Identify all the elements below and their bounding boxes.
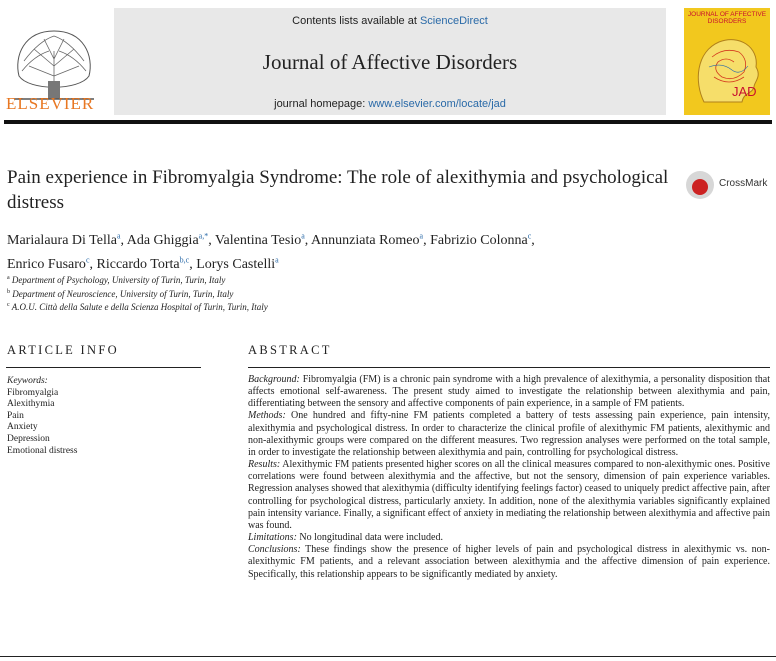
journal-title: Journal of Affective Disorders bbox=[262, 50, 518, 74]
homepage-prefix: journal homepage: bbox=[274, 98, 369, 110]
author[interactable]: Fabrizio Colonna$^c$, bbox=[430, 231, 535, 248]
author[interactable]: Lorys Castelli$^a$ bbox=[196, 255, 279, 273]
publisher-name: ELSEVIER bbox=[6, 94, 95, 113]
keyword: Emotional distress bbox=[7, 445, 78, 456]
article-info-heading: ARTICLE INFO bbox=[7, 343, 119, 357]
keywords-block bbox=[7, 376, 197, 457]
affiliations bbox=[7, 273, 507, 314]
author[interactable]: Ada Ghiggia$^{a,*}$, bbox=[126, 231, 215, 248]
keyword: Fibromyalgia bbox=[7, 387, 59, 398]
bottom-rule bbox=[0, 656, 776, 657]
cover-abbrev: JAD bbox=[732, 84, 757, 99]
article-title: Pain experience in Fibromyalgia Syndrome: The role of alexithymia and psychological distress bbox=[7, 167, 669, 213]
abstract-body bbox=[248, 374, 770, 581]
author[interactable]: Marialaura Di Tella$^a$, bbox=[7, 231, 127, 248]
keyword: Alexithymia bbox=[7, 399, 55, 410]
abstract-methods: Methods: One hundred and fifty-nine FM patients completed a battery of tests assessing pain experience, pain intensity, alexithymia and psychological distress. In order to characterize the clinical profile of alexithymic FM patients, alexithymic and non-alexithymic groups were compared on the different measures. Two regression analyses were performed on the total sample, in order to investigate the relationship between alexithymia and pain, controlling for psychological distress. bbox=[248, 410, 771, 458]
abstract-limitations: Limitations: No longitudinal data were included. bbox=[248, 532, 443, 544]
journal-cover bbox=[684, 8, 770, 115]
journal-banner bbox=[114, 8, 666, 115]
affiliation: $^b$ Department of Neuroscience, University of Turin, Turin, Italy bbox=[7, 288, 234, 299]
cover-title: JOURNAL OF AFFECTIVE DISORDERS bbox=[687, 11, 767, 25]
author-list bbox=[7, 226, 707, 275]
author[interactable]: Annunziata Romeo$^a$, bbox=[311, 231, 431, 248]
cover-head-illustration-icon bbox=[684, 22, 770, 115]
affiliation: $^a$ Department of Psychology, University of Turin, Turin, Italy bbox=[7, 275, 226, 285]
abstract-rule bbox=[248, 367, 770, 368]
abstract-results: Results: Alexithymic FM patients presented higher scores on all the clinical measures compared to non-alexithymic ones. Positive correlations were found between alexithymia and the affective, but not the sensory, dimension of pain experience variables. Regression analyses showed that alexithymia (difficulty identifying feelings factor) ceased to uniquely predict affective pain, after controlling for psychological distress, particularly anxiety. In addition, none of the alexithymia variables significantly explained pain intensity variance. Finally, a significant effect of anxiety in mediating the relationship between alexithymia and affective pain was found. bbox=[248, 459, 770, 531]
abstract-background: Background: Fibromyalgia (FM) is a chronic pain syndrome with a high prevalence of alexithymia, a personality disposition that affects emotional self-awareness. The present study aimed to investigate the relationship between alexithymia and pain, differentiating between the sensory and affective components of pain experience, in a sample of FM patients. bbox=[248, 374, 770, 410]
author[interactable]: Valentina Tesio$^a$, bbox=[214, 231, 312, 248]
sciencedirect-link[interactable]: ScienceDirect bbox=[419, 15, 488, 27]
journal-header bbox=[0, 0, 776, 125]
keyword: Pain bbox=[7, 410, 24, 421]
contents-line bbox=[114, 15, 666, 27]
article-info-rule bbox=[6, 367, 201, 368]
contents-prefix: Contents lists available at bbox=[292, 15, 420, 27]
crossmark-icon bbox=[686, 171, 714, 199]
abstract-conclusions: Conclusions: These findings show the presence of higher levels of pain and psychological distress in alexithymic vs. non-alexithymic FM patients, and a relevant association between alexithymia and the affective dimension of pain experience. Specifically, this relationship appears to be significantly mediated by anxiety. bbox=[248, 544, 770, 580]
abstract-heading: ABSTRACT bbox=[248, 343, 332, 357]
crossmark-badge[interactable] bbox=[686, 169, 776, 199]
header-divider bbox=[4, 120, 772, 124]
homepage-line bbox=[114, 98, 666, 110]
author[interactable]: Riccardo Torta$^{b,c}$, bbox=[96, 255, 197, 273]
homepage-link[interactable]: www.elsevier.com/locate/jad bbox=[368, 98, 506, 110]
keyword: Depression bbox=[7, 433, 50, 444]
affiliation: $^c$ A.O.U. Città della Salute e della Scienza Hospital of Turin, Turin, Italy bbox=[7, 302, 268, 312]
keywords-label: Keywords: bbox=[7, 376, 48, 386]
author[interactable]: Enrico Fusaro$^c$, bbox=[7, 255, 97, 273]
keyword: Anxiety bbox=[7, 422, 38, 433]
crossmark-label: CrossMark bbox=[719, 178, 768, 189]
